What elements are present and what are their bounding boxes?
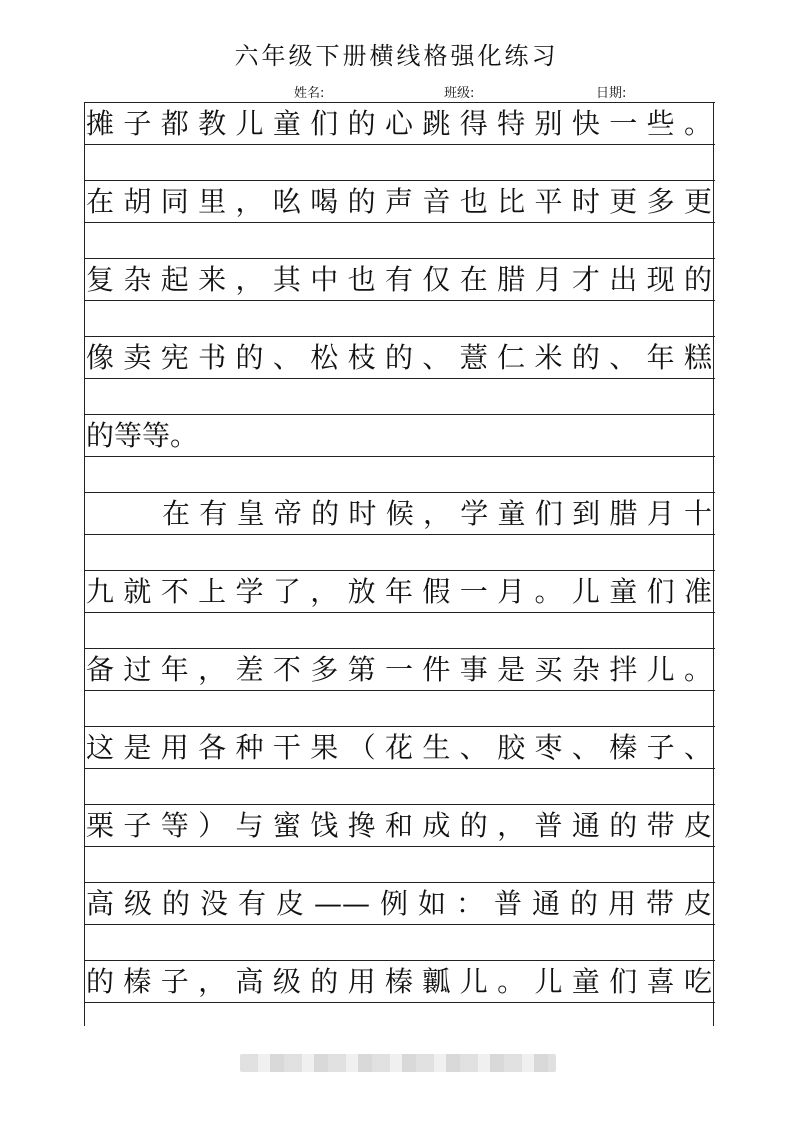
rule-line [84, 804, 715, 805]
text-line-5: 的等等。 [86, 419, 199, 452]
rule-line [84, 102, 715, 103]
page-title: 六年级下册横线格强化练习 [234, 42, 559, 70]
text-line-12: 的榛子，高级的用榛瓤儿。儿童们喜吃 [86, 965, 712, 998]
rule-line [84, 222, 715, 223]
rule-line [84, 180, 715, 181]
rule-line [84, 414, 715, 415]
blurred-watermark [240, 1054, 556, 1072]
text-line-6: 在有皇帝的时候，学童们到腊月十 [162, 497, 712, 530]
rule-line [84, 336, 715, 337]
name-label: 姓名: [294, 86, 325, 101]
rule-line [84, 1002, 715, 1003]
rule-line [84, 456, 715, 457]
rule-line [84, 726, 715, 727]
text-line-11: 高级的没有皮——例如：普通的用带皮 [86, 887, 712, 920]
text-line-8: 备过年，差不多第一件事是买杂拌儿。 [86, 653, 712, 686]
rule-line [84, 924, 715, 925]
rule-line [84, 492, 715, 493]
rule-line [84, 378, 715, 379]
text-line-7: 九就不上学了，放年假一月。儿童们准 [86, 575, 712, 608]
rule-line [84, 144, 715, 145]
class-label: 班级: [444, 86, 475, 101]
text-line-3: 复杂起来，其中也有仅在腊月才出现的 [86, 263, 712, 296]
text-line-9: 这是用各种干果（花生、胶枣、榛子、 [86, 731, 712, 764]
rule-line [84, 648, 715, 649]
rule-line [84, 960, 715, 961]
text-line-10: 栗子等）与蜜饯搀和成的，普通的带皮 [86, 809, 712, 842]
text-line-1: 摊子都教儿童们的心跳得特别快一些。 [86, 107, 712, 140]
rule-line [84, 534, 715, 535]
rule-line [84, 258, 715, 259]
rule-line [84, 612, 715, 613]
rule-line [84, 570, 715, 571]
date-label: 日期: [596, 86, 627, 101]
text-line-4: 像卖宪书的、松枝的、薏仁米的、年糕 [86, 341, 712, 374]
rule-line [84, 768, 715, 769]
rule-line [84, 846, 715, 847]
rule-line [84, 690, 715, 691]
rule-line [84, 300, 715, 301]
rule-line [84, 882, 715, 883]
text-line-2: 在胡同里，吆喝的声音也比平时更多更 [86, 185, 712, 218]
